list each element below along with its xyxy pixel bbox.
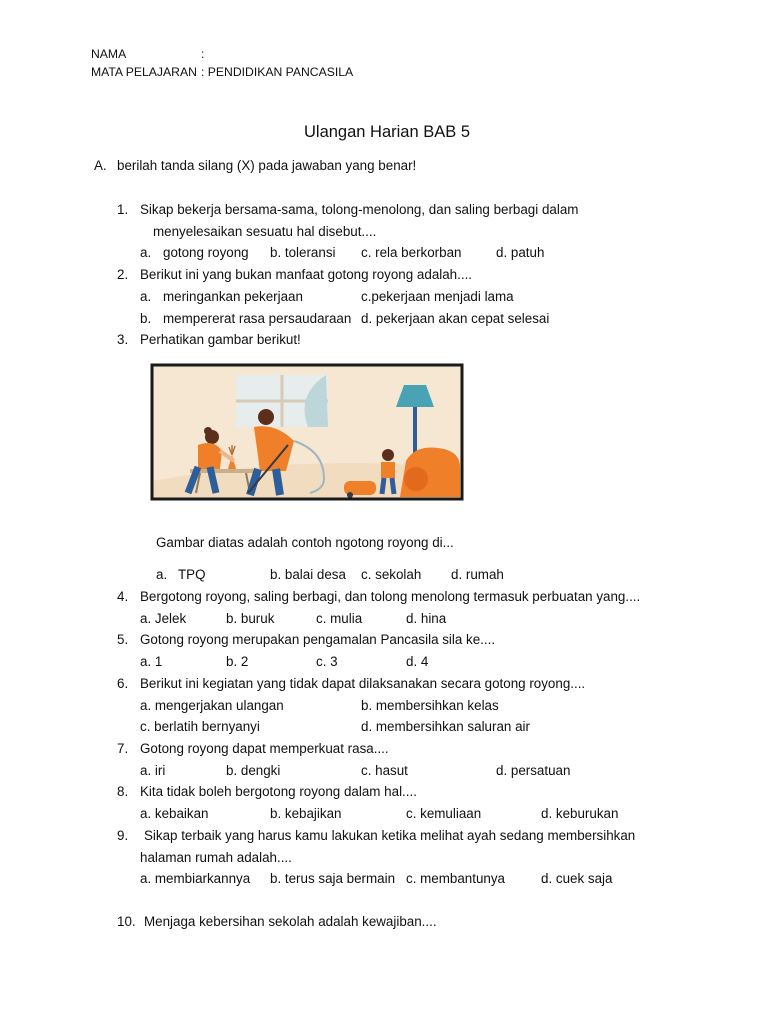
answer-option: a. kebaikan bbox=[140, 806, 209, 821]
question-text-continued: halaman rumah adalah.... bbox=[140, 850, 292, 865]
question-number: 10. bbox=[117, 914, 136, 929]
question-text: Gotong royong dapat memperkuat rasa.... bbox=[140, 741, 389, 756]
answer-option: d. membersihkan saluran air bbox=[361, 719, 530, 734]
answer-option: gotong royong bbox=[163, 245, 249, 260]
answer-option: d. pekerjaan akan cepat selesai bbox=[361, 311, 550, 326]
question-text: Berikut ini kegiatan yang tidak dapat dilaksanakan secara gotong royong.... bbox=[140, 676, 586, 691]
answer-option: b. dengki bbox=[226, 763, 281, 778]
answer-option: d. patuh bbox=[496, 245, 545, 260]
answer-option: a. 1 bbox=[140, 654, 163, 669]
question-text: Sikap bekerja bersama-sama, tolong-menolong, dan saling berbagi dalam bbox=[140, 202, 579, 217]
subject-label: MATA PELAJARAN bbox=[91, 65, 197, 79]
answer-option: meringankan pekerjaan bbox=[163, 289, 303, 304]
answer-option: TPQ bbox=[178, 567, 206, 582]
answer-option: d. keburukan bbox=[541, 806, 619, 821]
question-text: Sikap terbaik yang harus kamu lakukan ketika melihat ayah sedang membersihkan bbox=[144, 828, 636, 843]
name-label: NAMA bbox=[91, 47, 127, 61]
question-number: 3. bbox=[117, 332, 129, 347]
question-number: 1. bbox=[117, 202, 129, 217]
answer-option: d. hina bbox=[406, 611, 447, 626]
question-number: 8. bbox=[117, 784, 129, 799]
question-number: 4. bbox=[117, 589, 129, 604]
name-colon: : bbox=[201, 47, 205, 61]
section-letter: A. bbox=[94, 158, 107, 173]
answer-option: a. iri bbox=[140, 763, 166, 778]
answer-option: c. 3 bbox=[316, 654, 338, 669]
answer-option: d. rumah bbox=[451, 567, 504, 582]
answer-option: a. Jelek bbox=[140, 611, 187, 626]
answer-option: c. kemuliaan bbox=[406, 806, 482, 821]
image-caption: Gambar diatas adalah contoh ngotong royong di... bbox=[156, 535, 454, 550]
answer-option: c. membantunya bbox=[406, 871, 505, 886]
answer-option: b. balai desa bbox=[270, 567, 346, 582]
subject-value: : PENDIDIKAN PANCASILA bbox=[201, 65, 354, 79]
option-letter: a. bbox=[140, 245, 152, 260]
answer-option: b. buruk bbox=[226, 611, 275, 626]
answer-option: c. berlatih bernyanyi bbox=[140, 719, 260, 734]
question-text: Kita tidak boleh bergotong royong dalam hal.... bbox=[140, 784, 417, 799]
answer-option: b. terus saja bermain bbox=[270, 871, 396, 886]
question-number: 2. bbox=[117, 267, 129, 282]
answer-option: a. membiarkannya bbox=[140, 871, 251, 886]
option-letter: a. bbox=[156, 567, 168, 582]
answer-option: a. mengerjakan ulangan bbox=[140, 698, 284, 713]
question-number: 5. bbox=[117, 632, 129, 647]
question-number: 7. bbox=[117, 741, 129, 756]
question-text: Gotong royong merupakan pengamalan Pancasila sila ke.... bbox=[140, 632, 496, 647]
question-text: Berikut ini yang bukan manfaat gotong royong adalah.... bbox=[140, 267, 473, 282]
question-text: Menjaga kebersihan sekolah adalah kewajiban.... bbox=[144, 914, 437, 929]
page-title: Ulangan Harian BAB 5 bbox=[304, 123, 471, 141]
question-number: 9. bbox=[117, 828, 129, 843]
answer-option: c. hasut bbox=[361, 763, 408, 778]
option-letter: a. bbox=[140, 289, 152, 304]
question-text: Perhatikan gambar berikut! bbox=[140, 332, 301, 347]
section-instruction: berilah tanda silang (X) pada jawaban yang benar! bbox=[117, 158, 417, 173]
gotong-royong-illustration bbox=[148, 361, 466, 503]
option-letter: b. bbox=[140, 311, 152, 326]
answer-option: c. sekolah bbox=[361, 567, 422, 582]
question-text: Bergotong royong, saling berbagi, dan tolong menolong termasuk perbuatan yang.... bbox=[140, 589, 641, 604]
answer-option: d. cuek saja bbox=[541, 871, 613, 886]
answer-option: b. 2 bbox=[226, 654, 249, 669]
answer-option: mempererat rasa persaudaraan bbox=[163, 311, 352, 326]
answer-option: c. rela berkorban bbox=[361, 245, 462, 260]
answer-option: b. toleransi bbox=[270, 245, 336, 260]
answer-option: b. membersihkan kelas bbox=[361, 698, 499, 713]
answer-option: d. 4 bbox=[406, 654, 429, 669]
answer-option: b. kebajikan bbox=[270, 806, 342, 821]
question-text-continued: menyelesaikan sesuatu hal disebut.... bbox=[153, 224, 377, 239]
question-number: 6. bbox=[117, 676, 129, 691]
answer-option: c.pekerjaan menjadi lama bbox=[361, 289, 514, 304]
answer-option: c. mulia bbox=[316, 611, 363, 626]
answer-option: d. persatuan bbox=[496, 763, 571, 778]
